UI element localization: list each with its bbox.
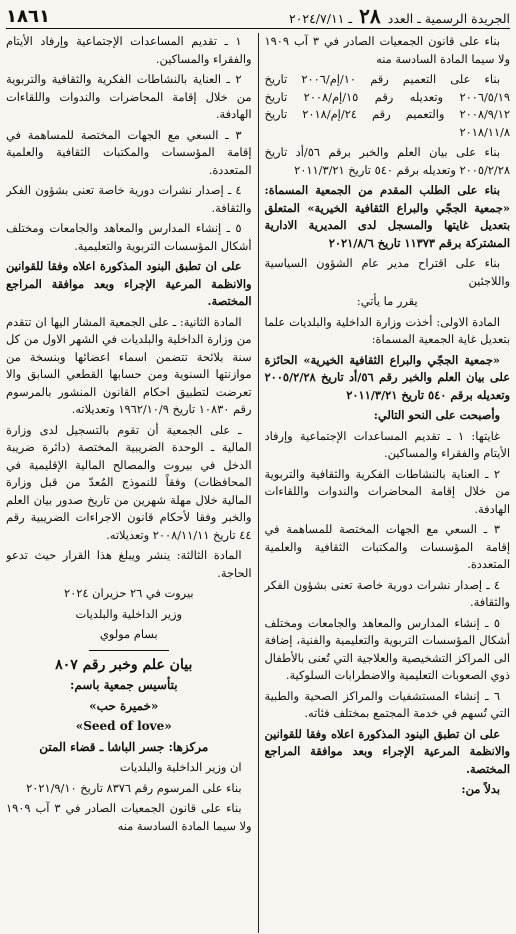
goal-item: ٤ ـ إصدار نشرات دورية خاصة تعنى بشؤون الفكر والثقافة. xyxy=(6,183,252,215)
notice-subtitle: بتأسيس جمعية باسم: xyxy=(69,678,178,692)
issue-number: ٢٨ xyxy=(359,4,381,28)
goal-item: غايتها: ١ ـ تقديم المساعدات الإجتماعية وإرفاد الأيتام والفقراء والمساكين. xyxy=(264,428,510,460)
paragraph: ـ على الجمعية أن تقوم بالتسجيل لدى وزارة المالية ـ الوحدة الضريبية المختصة (دائرة ضريبة الدخل في بيروت والمصالح المالية الإقليمية في المحافظات) وفقاً للنموذج المُعدّ من قبل وزارة المالية خلال مهلة شهرين من تاريخ صدور بيان العلم والخبر وفقا لأحكام قانون الاجراءات الضريبية رقم ٤٤ تاريخ ٢٠٠٨/١١/١١ وتعديلاته. xyxy=(6,422,252,542)
paragraph: بناء على الطلب المقدم من الجمعية المسماة: «جمعية الججّي والبراع الثقافية الخيرية» المتعلق بتعديل غايتها والمسجل لدى المديرية الادارية المشتركة برقم ١١٣٧٣ تاريخ ٢٠٢١/٨/٦ xyxy=(264,183,510,250)
paragraph: ان وزير الداخلية والبلديات xyxy=(119,760,242,774)
paragraph: بناء على قانون الجمعيات الصادر في ٣ آب ١٩٠٩ ولا سيما المادة السادسة منه xyxy=(6,801,252,833)
right-column xyxy=(259,33,511,933)
goal-item: ٣ ـ السعي مع الجهات المختصة للمساهمة في إقامة المؤسسات والمكتبات الثقافية والعلمية المتعددة. xyxy=(6,127,252,177)
paragraph: بناء على اقتراح مدير عام الشؤون السياسية واللاجئين xyxy=(264,256,510,288)
paragraph: بناء على التعميم رقم ١٠/إم/٢٠٠٦ تاريخ ٢٠٠٦/٥/١٩ وتعديله رقم ١٥/إم/٢٠٠٨ تاريخ ٢٠٠٨/٩/١٢ والتعميم رقم ٢٤/إم/٢٠١٨ تاريخ ٢٠١٨/١١/٨ xyxy=(264,72,510,139)
association-name: «جمعية الججّي والبراع الثقافية الخيرية» الحائزة على بيان العلم والخبر رقم ٥٦/أد تاريخ ٢٠٠٥/٢/٢٨ وتعديله برقم ٥٤٠ تاريخ ٢٠١١/٣/٢١ xyxy=(264,352,510,402)
paragraph: على ان تطبق البنود المذكورة اعلاه وفقا للقوانين والانظمة المرعية الإجراء وبعد موافقة المراجع المختصة. xyxy=(264,726,510,776)
publication-name: الجريدة الرسمية ـ العدد xyxy=(387,11,510,26)
signature-place-date: بيروت في ٢٦ حزيران ٢٠٢٤ xyxy=(63,586,194,600)
goal-item: ٢ ـ العناية بالنشاطات الفكرية والثقافية والتربوية من خلال إقامة المحاضرات والندوات واللقاءات الهادفة. xyxy=(264,466,510,516)
notice-seat: مركزها: جسر الباشا ـ قضاء المتن xyxy=(39,739,209,754)
goal-item: ٤ ـ إصدار نشرات دورية خاصة تعنى بشؤون الفكر والثقافة. xyxy=(264,577,510,609)
goal-item: ٣ ـ السعي مع الجهات المختصة للمساهمة في إقامة المؤسسات والمكتبات الثقافية والعلمية المتعددة. xyxy=(264,522,510,571)
decision-intro: يقرر ما يأتي: xyxy=(356,294,418,308)
goal-item: ٢ ـ العناية بالنشاطات الفكرية والثقافية والتربوية من خلال إقامة المحاضرات والندوات واللقاءات الهادفة. xyxy=(6,72,252,121)
separator-line xyxy=(89,650,169,651)
columns xyxy=(6,33,510,933)
paragraph: على ان تطبق البنود المذكورة اعلاه وفقا للقوانين والانظمة المرعية الإجراء وبعد موافقة المراجع المختصة. xyxy=(6,259,252,308)
paragraph: بناء على بيان العلم والخبر برقم ٥٦/أد تاريخ ٢٠٠٥/٢/٢٨ وتعديله برقم ٥٤٠ تاريخ ٢٠١١/٣/٢١ xyxy=(264,145,510,177)
column-divider xyxy=(258,33,259,933)
goal-item: ٦ ـ إنشاء المستشفيات والمراكز الصحية والطبية التي تُسهم في خدمة المجتمع بمختلف فئاته. xyxy=(264,688,510,720)
paragraph: بناء على قانون الجمعيات الصادر في ٣ آب ١٩٠٩ ولا سيما المادة السادسة منه xyxy=(264,34,510,66)
notice-name-ar: «خميرة حب» xyxy=(89,698,159,713)
notice-name-en: «Seed of love» xyxy=(75,719,172,733)
signature-name: بسام مولوي xyxy=(99,627,158,641)
paragraph: بدلاً من: xyxy=(461,782,500,796)
left-column xyxy=(6,33,258,933)
page-header xyxy=(6,4,510,29)
goal-item: ٥ ـ إنشاء المدارس والمعاهد والجامعات ومختلف أشكال المؤسسات التربوية والتعليمية. xyxy=(6,221,252,253)
page-number: ١٨٦١ xyxy=(6,5,50,27)
paragraph: بناء على المرسوم رقم ٨٣٧٦ تاريخ ٢٠٢١/٩/١٠ xyxy=(26,780,242,795)
article-one: المادة الاولى: أخذت وزارة الداخلية والبلديات علما بتعديل غاية الجمعية المسماة: xyxy=(264,314,510,346)
issue-date: ـ ٢٠٢٤/٧/١١ xyxy=(288,11,353,26)
article-three: المادة الثالثة: ينشر ويبلغ هذا القرار حيث تدعو الحاجة. xyxy=(6,548,252,580)
notice-title: بيان علم وخبر رقم ٨٠٧ xyxy=(55,656,193,673)
article-two: المادة الثانية: ـ على الجمعية المشار اليها ان تتقدم من وزارة الداخلية والبلديات في الشهر الاول من كل سنة بلائحة تتضمن اسماء اعضائها وبنسخة من موازنتها السنوية ومن حسابها القطعي السابق والا تعرضت لتطبيق احكام القانون المنشور بالمرسوم رقم ١٠٨٣٠ تاريخ ١٩٦٢/١٠/٩ وتعديلاته. xyxy=(6,314,252,416)
header-publication xyxy=(289,4,510,28)
goal-item: ١ ـ تقديم المساعدات الإجتماعية وإرفاد الأيتام والفقراء والمساكين. xyxy=(6,34,252,66)
paragraph: وأصبحت على النحو التالي: xyxy=(373,408,500,422)
goal-item: ٥ ـ إنشاء المدارس والمعاهد والجامعات ومختلف أشكال المؤسسات التربوية والتعليمية والفنية، إضافة الى المراكز التشخيصية والعلاجية التي تُعنى بالأطفال ذوي الصعوبات التعليمية والاضطرابات السلوكية. xyxy=(264,615,510,682)
signature-role: وزير الداخلية والبلديات xyxy=(75,606,183,621)
